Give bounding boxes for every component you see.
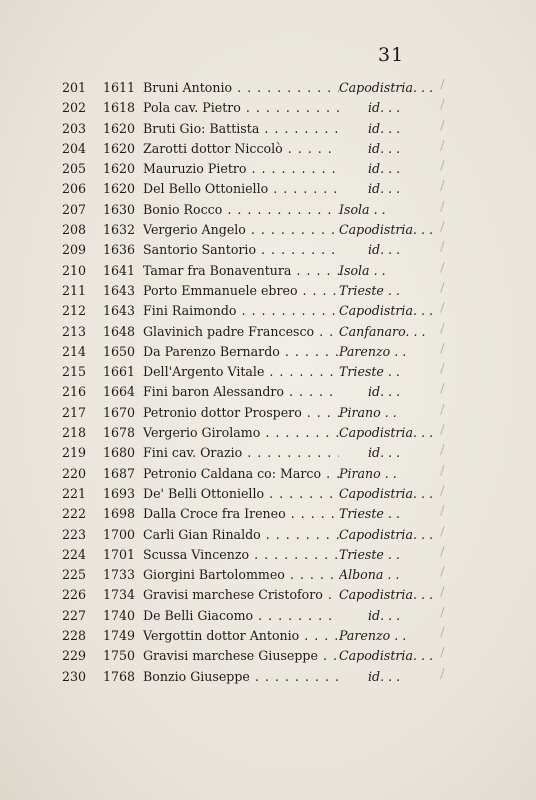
list-item [0,179,536,199]
list-item [0,281,536,301]
entry-year: 1750 [103,648,136,664]
entry-place: Pirano . . [339,464,435,484]
list-item [0,200,536,220]
list-item [0,667,536,687]
entry-number: 226 [62,587,87,603]
entry-year: 1620 [103,140,136,156]
entry-name: Da Parenzo Bernardo . . . [143,342,339,362]
entry-name: Carli Gian Rinaldo . . . [143,525,339,545]
pencil-check-mark [434,402,444,415]
list-item [0,626,536,646]
pencil-check-mark [434,77,444,90]
entry-number: 224 [62,546,87,562]
entry-number: 225 [62,567,87,583]
entry-name: Fini Raimondo . . . [143,301,339,321]
entry-place: Trieste . . [339,545,435,565]
entry-number: 207 [62,201,87,217]
entry-year: 1636 [103,242,136,258]
entry-place: Capodistria. . . [339,78,435,98]
entry-place: Isola . . [339,200,435,220]
entry-year: 1618 [103,100,136,116]
list-item [0,484,536,504]
entry-number: 212 [62,303,87,319]
entry-name: Gravisi marchese Giuseppe . . . [143,646,339,666]
list-item [0,362,536,382]
entry-place: Capodistria. . . [339,423,435,443]
entry-year: 1693 [103,485,136,501]
pencil-check-mark [434,646,444,659]
entry-place: id. . . [368,139,464,159]
entry-place: id. . . [368,179,464,199]
entry-place: Capodistria. . . [339,585,435,605]
entry-place: Pirano . . [339,403,435,423]
list-item [0,525,536,545]
entry-year: 1661 [103,364,136,380]
list-item [0,342,536,362]
entry-name: Mauruzio Pietro . . . [143,159,339,179]
entry-place: id. . . [368,159,464,179]
entry-year: 1749 [103,628,136,644]
entry-year: 1678 [103,425,136,441]
entry-year: 1620 [103,161,136,177]
entry-place: Parenzo . . [339,342,435,362]
entry-number: 203 [62,120,87,136]
entry-number: 217 [62,404,87,420]
entry-year: 1643 [103,282,136,298]
entry-number: 210 [62,262,87,278]
entry-number: 230 [62,668,87,684]
entry-year: 1680 [103,445,136,461]
entry-name: Fini cav. Orazio . . . [143,443,339,463]
pencil-check-mark [434,341,444,354]
list-item [0,119,536,139]
entry-year: 1698 [103,506,136,522]
entry-place: Capodistria. . . [339,301,435,321]
pencil-check-mark [434,463,444,476]
entry-place: Isola . . [339,261,435,281]
pencil-check-mark [434,260,444,273]
pencil-check-mark [434,483,444,496]
entry-name: Bonzio Giuseppe . . . [143,667,339,687]
entry-number: 216 [62,384,87,400]
pencil-check-mark [434,422,444,435]
entry-name: Petronio dottor Prospero . . . [143,403,339,423]
entry-year: 1632 [103,222,136,238]
list-item [0,220,536,240]
entry-name: Scussa Vincenzo . . . [143,545,339,565]
entry-place: id. . . [368,382,464,402]
list-item [0,606,536,626]
entry-year: 1620 [103,120,136,136]
entry-name: Vergerio Girolamo . . . [143,423,339,443]
entry-place: Capodistria. . . [339,484,435,504]
list-item [0,322,536,342]
pencil-check-mark [434,280,444,293]
pencil-check-mark [434,503,444,516]
entry-name: Tamar fra Bonaventura . . . [143,261,339,281]
entry-name: Bruti Gio: Battista . . . [143,119,339,139]
entry-number: 211 [62,282,87,298]
entry-year: 1700 [103,526,136,542]
entry-number: 222 [62,506,87,522]
entry-number: 204 [62,140,87,156]
entry-number: 205 [62,161,87,177]
entry-place: id. . . [368,119,464,139]
entry-name: Santorio Santorio . . . [143,240,339,260]
entry-name: Glavinich padre Francesco . . . [143,322,339,342]
page-number: 31 [378,44,405,66]
pencil-check-mark [434,524,444,537]
pencil-check-mark [434,219,444,232]
entry-name: Bruni Antonio . . . [143,78,339,98]
entry-year: 1687 [103,465,136,481]
entry-place: Albona . . [339,565,435,585]
entry-name: Pola cav. Pietro . . . [143,98,339,118]
entry-year: 1648 [103,323,136,339]
list-item [0,240,536,260]
entry-name: Del Bello Ottoniello . . . [143,179,339,199]
entry-name: Gravisi marchese Cristoforo . . . [143,585,339,605]
entry-place: Capodistria. . . [339,220,435,240]
entry-year: 1701 [103,546,136,562]
pencil-check-mark [434,585,444,598]
list-item [0,261,536,281]
entry-year: 1670 [103,404,136,420]
entry-name: Dell'Argento Vitale . . . [143,362,339,382]
pencil-check-mark [434,544,444,557]
entry-number: 215 [62,364,87,380]
entry-name: Dalla Croce fra Ireneo . . . [143,504,339,524]
entry-number: 214 [62,343,87,359]
list-item [0,301,536,321]
entry-place: Canfanaro. . . [339,322,435,342]
entry-place: id. . . [368,240,464,260]
entry-name: De' Belli Ottoniello . . . [143,484,339,504]
entry-number: 220 [62,465,87,481]
pencil-check-mark [434,564,444,577]
entry-number: 221 [62,485,87,501]
entry-number: 213 [62,323,87,339]
entry-place: Trieste . . [339,281,435,301]
pencil-check-mark [434,625,444,638]
list-item [0,382,536,402]
entry-year: 1740 [103,607,136,623]
entry-number: 201 [62,80,87,95]
list-item [0,504,536,524]
entry-name: Vergerio Angelo . . . [143,220,339,240]
list-item [0,646,536,666]
pencil-check-mark [434,300,444,313]
entry-year: 1620 [103,181,136,197]
entry-place: Capodistria. . . [339,646,435,666]
entry-name: Zarotti dottor Niccolò . . . [143,139,339,159]
pencil-check-mark [434,361,444,374]
entry-year: 1768 [103,668,136,684]
entry-place: id. . . [368,443,464,463]
list-item [0,78,536,98]
entry-year: 1733 [103,567,136,583]
entry-number: 208 [62,222,87,238]
entry-name: Porto Emmanuele ebreo . . . [143,281,339,301]
entry-place: Trieste . . [339,362,435,382]
entry-name: De Belli Giacomo . . . [143,606,339,626]
entry-number: 202 [62,100,87,116]
entry-place: id. . . [368,98,464,118]
entry-year: 1643 [103,303,136,319]
entry-place: id. . . [368,606,464,626]
entry-number: 228 [62,628,87,644]
entry-place: id. . . [368,667,464,687]
entry-number: 209 [62,242,87,258]
pencil-check-mark [434,199,444,212]
entry-place: Trieste . . [339,504,435,524]
entry-number: 206 [62,181,87,197]
entries-list [0,78,536,687]
list-item [0,585,536,605]
entry-number: 219 [62,445,87,461]
entry-year: 1734 [103,587,136,603]
list-item [0,403,536,423]
entry-number: 227 [62,607,87,623]
entry-year: 1650 [103,343,136,359]
entry-year: 1641 [103,262,136,278]
entry-year: 1664 [103,384,136,400]
list-item [0,443,536,463]
entry-place: Capodistria. . . [339,525,435,545]
entry-year: 1611 [103,80,136,95]
entry-name: Fini baron Alessandro . . . [143,382,339,402]
list-item [0,139,536,159]
list-item [0,423,536,443]
entry-year: 1630 [103,201,136,217]
list-item [0,545,536,565]
entry-number: 218 [62,425,87,441]
list-item [0,464,536,484]
list-item [0,159,536,179]
list-item [0,98,536,118]
entry-name: Petronio Caldana co: Marco . . . [143,464,339,484]
list-item [0,565,536,585]
entry-number: 229 [62,648,87,664]
entry-number: 223 [62,526,87,542]
entry-name: Vergottin dottor Antonio . . . [143,626,339,646]
entry-name: Giorgini Bartolommeo . . . [143,565,339,585]
entry-place: Parenzo . . [339,626,435,646]
entry-name: Bonio Rocco . . . [143,200,339,220]
pencil-check-mark [434,321,444,334]
